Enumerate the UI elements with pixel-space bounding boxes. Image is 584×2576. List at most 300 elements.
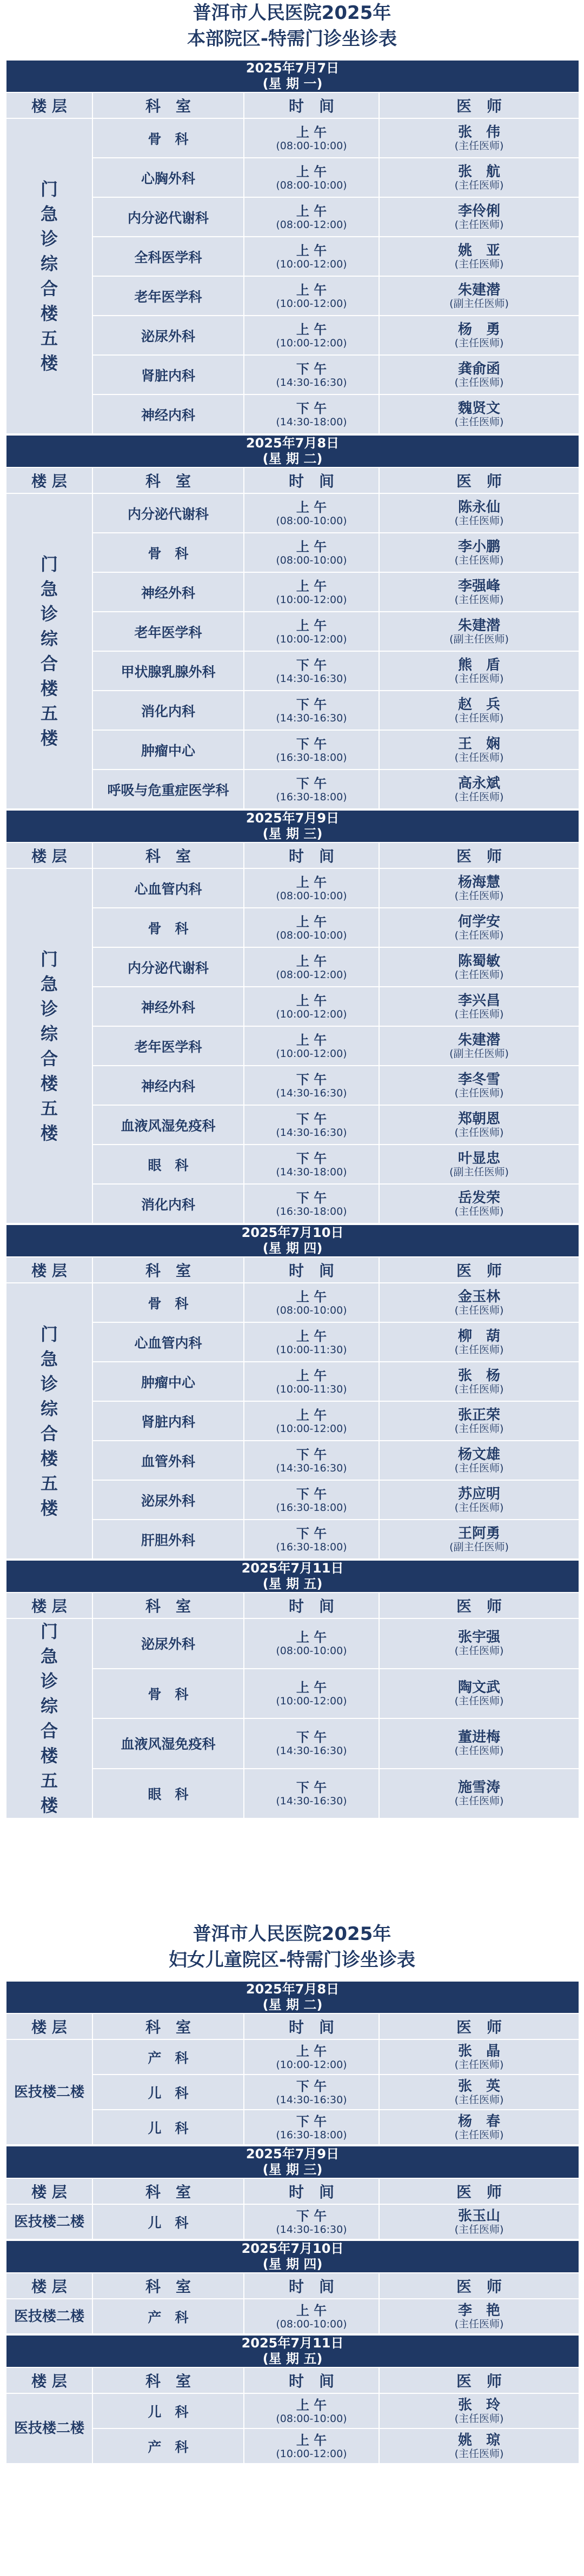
doctor-column-header: 医 师 <box>379 1257 579 1283</box>
department-cell: 骨 科 <box>92 1669 244 1719</box>
department-cell: 神经外科 <box>92 987 244 1026</box>
time-range: (08:00-10:00) <box>276 514 347 527</box>
doctor-name: 金玉林 <box>458 1288 501 1305</box>
department-cell: 肿瘤中心 <box>92 730 244 770</box>
column-header-row <box>6 467 579 493</box>
doctor-column-header: 医 师 <box>379 842 579 868</box>
doctor-title: (主任医师) <box>454 337 504 349</box>
doctor-cell <box>379 2075 579 2110</box>
table-row <box>6 1283 579 1322</box>
doctor-cell <box>379 908 579 947</box>
time-period: 下 午 <box>296 2078 327 2094</box>
time-period: 下 午 <box>296 1779 327 1795</box>
time-range: (10:00-12:00) <box>276 337 347 349</box>
time-cell <box>244 533 379 572</box>
schedule-weekday: (星 期 五) <box>262 1576 323 1591</box>
doctor-cell <box>379 770 579 809</box>
time-cell <box>244 908 379 947</box>
doctor-cell <box>379 651 579 691</box>
time-cell <box>244 1105 379 1145</box>
doctor-cell <box>379 868 579 908</box>
department-cell: 全科医学科 <box>92 237 244 276</box>
doctor-title: (副主任医师) <box>449 1541 509 1553</box>
doctor-column-header: 医 师 <box>379 467 579 493</box>
time-cell <box>244 651 379 691</box>
table-row <box>6 2039 579 2075</box>
doctor-cell <box>379 2110 579 2145</box>
date-header-row <box>6 810 579 842</box>
time-cell <box>244 2204 379 2239</box>
column-header-row <box>6 2178 579 2204</box>
time-period: 上 午 <box>296 124 327 140</box>
doctor-name: 龚俞函 <box>458 360 501 377</box>
date-cell <box>6 810 579 842</box>
time-range: (10:00-11:30) <box>276 1383 347 1395</box>
doctor-name: 高永斌 <box>458 775 501 792</box>
date-header-row <box>6 2240 579 2273</box>
time-cell <box>244 572 379 612</box>
doctor-cell <box>379 1480 579 1520</box>
time-range: (10:00-12:00) <box>276 633 347 645</box>
floor-label: 门急诊综合楼五楼 <box>40 948 58 1143</box>
time-period: 上 午 <box>296 874 327 890</box>
doctor-title: (主任医师) <box>454 1745 504 1757</box>
date-cell <box>6 1560 579 1593</box>
time-cell <box>244 2110 379 2145</box>
department-column-header: 科 室 <box>92 92 244 118</box>
doctor-name: 陶文武 <box>458 1679 501 1696</box>
time-range: (16:30-18:00) <box>276 1541 347 1553</box>
floor-cell <box>6 2299 92 2334</box>
day-schedule-table <box>5 59 580 434</box>
date-cell <box>6 2335 579 2367</box>
doctor-name: 陈蜀敏 <box>458 953 501 969</box>
doctor-name: 张 伟 <box>458 124 501 140</box>
department-column-header: 科 室 <box>92 467 244 493</box>
column-header-row <box>6 2367 579 2393</box>
time-cell <box>244 1718 379 1769</box>
doctor-cell <box>379 730 579 770</box>
time-period: 上 午 <box>296 1630 327 1645</box>
time-cell <box>244 2393 379 2428</box>
date-header-row <box>6 2335 579 2367</box>
day-schedule-table <box>5 434 580 809</box>
time-cell <box>244 1362 379 1401</box>
doctor-title: (主任医师) <box>454 139 504 152</box>
doctor-cell <box>379 987 579 1026</box>
doctor-cell <box>379 947 579 987</box>
department-cell: 泌尿外科 <box>92 316 244 355</box>
time-period: 上 午 <box>296 618 327 633</box>
time-range: (08:00-10:00) <box>276 554 347 566</box>
time-period: 下 午 <box>296 1447 327 1462</box>
doctor-title: (主任医师) <box>454 416 504 428</box>
schedule-days <box>5 59 579 1819</box>
doctor-cell <box>379 493 579 533</box>
department-column-header: 科 室 <box>92 1593 244 1618</box>
time-column-header: 时 间 <box>244 92 379 118</box>
doctor-cell <box>379 1145 579 1184</box>
schedule-days <box>5 1980 579 2464</box>
time-range: (08:00-12:00) <box>276 968 347 981</box>
time-cell <box>244 2075 379 2110</box>
day-schedule-table <box>5 1980 580 2145</box>
table-row <box>6 493 579 533</box>
time-period: 上 午 <box>296 1032 327 1048</box>
time-period: 上 午 <box>296 282 327 298</box>
column-header-row <box>6 92 579 118</box>
time-cell <box>244 987 379 1026</box>
time-range: (10:00-12:00) <box>276 258 347 270</box>
doctor-cell <box>379 118 579 158</box>
doctor-cell <box>379 2039 579 2075</box>
time-period: 上 午 <box>296 322 327 337</box>
time-cell <box>244 2039 379 2075</box>
time-cell <box>244 355 379 394</box>
time-period: 上 午 <box>296 1407 327 1423</box>
department-cell: 心血管内科 <box>92 1322 244 1362</box>
department-cell: 呼吸与危重症医学科 <box>92 770 244 809</box>
floor-cell <box>6 493 92 809</box>
time-cell <box>244 1145 379 1184</box>
time-range: (14:30-16:30) <box>276 2223 347 2236</box>
time-period: 上 午 <box>296 1289 327 1304</box>
time-column-header: 时 间 <box>244 2178 379 2204</box>
schedule-weekday: (星 期 四) <box>262 2257 323 2272</box>
floor-label: 门急诊综合楼五楼 <box>40 1621 58 1816</box>
floor-cell <box>6 1618 92 1818</box>
section-title: 普洱市人民医院2025年 <box>193 1923 391 1945</box>
department-cell: 消化内科 <box>92 691 244 730</box>
time-range: (14:30-16:30) <box>276 1795 347 1807</box>
doctor-title: (主任医师) <box>454 1304 504 1316</box>
doctor-cell <box>379 1026 579 1066</box>
department-cell: 肾脏内科 <box>92 355 244 394</box>
doctor-title: (主任医师) <box>454 889 504 902</box>
date-header-row <box>6 1225 579 1257</box>
time-cell <box>244 691 379 730</box>
time-range: (08:00-10:00) <box>276 2318 347 2330</box>
doctor-title: (主任医师) <box>454 2093 504 2106</box>
department-cell: 泌尿外科 <box>92 1618 244 1669</box>
doctor-cell <box>379 316 579 355</box>
table-row <box>6 118 579 158</box>
doctor-cell <box>379 1362 579 1401</box>
doctor-name: 叶显忠 <box>458 1150 501 1167</box>
doctor-name: 李伶俐 <box>458 203 501 219</box>
time-period: 下 午 <box>296 2208 327 2224</box>
time-period: 上 午 <box>296 203 327 219</box>
floor-label: 医技楼二楼 <box>14 2420 84 2437</box>
women-children-campus-section <box>5 1921 579 2464</box>
department-cell: 产 科 <box>92 2039 244 2075</box>
time-cell <box>244 1480 379 1520</box>
date-header-row <box>6 1560 579 1593</box>
time-period: 下 午 <box>296 1730 327 1745</box>
doctor-cell <box>379 1441 579 1480</box>
time-period: 下 午 <box>296 1072 327 1087</box>
time-cell <box>244 868 379 908</box>
time-period: 下 午 <box>296 1525 327 1541</box>
floor-cell <box>6 2393 92 2464</box>
schedule-date: 2025年7月9日 <box>245 811 340 826</box>
department-cell: 血管外科 <box>92 1441 244 1480</box>
doctor-name: 施雪涛 <box>458 1779 501 1796</box>
floor-column-header: 楼 层 <box>6 2178 92 2204</box>
department-cell: 老年医学科 <box>92 1026 244 1066</box>
doctor-cell <box>379 612 579 651</box>
floor-label: 医技楼二楼 <box>14 2213 84 2230</box>
doctor-title: (主任医师) <box>454 1695 504 1707</box>
floor-label: 医技楼二楼 <box>14 2084 84 2100</box>
time-period: 上 午 <box>296 2303 327 2318</box>
time-range: (08:00-10:00) <box>276 1645 347 1657</box>
time-period: 上 午 <box>296 1328 327 1344</box>
doctor-name: 张 晶 <box>458 2043 501 2059</box>
floor-cell <box>6 2204 92 2239</box>
time-column-header: 时 间 <box>244 2013 379 2039</box>
time-period: 上 午 <box>296 1368 327 1383</box>
time-range: (10:00-12:00) <box>276 1422 347 1435</box>
time-range: (08:00-10:00) <box>276 889 347 902</box>
time-column-header: 时 间 <box>244 2367 379 2393</box>
time-cell <box>244 770 379 809</box>
time-range: (16:30-18:00) <box>276 791 347 803</box>
doctor-name: 苏应明 <box>458 1486 501 1502</box>
date-cell <box>6 2240 579 2273</box>
doctor-name: 魏贤文 <box>458 400 501 417</box>
time-cell <box>244 1066 379 1105</box>
doctor-column-header: 医 师 <box>379 2178 579 2204</box>
schedule-weekday: (星 期 一) <box>262 76 323 91</box>
department-cell: 儿 科 <box>92 2075 244 2110</box>
doctor-name: 董进梅 <box>458 1729 501 1746</box>
doctor-title: (主任医师) <box>454 218 504 231</box>
doctor-name: 姚 琼 <box>458 2432 501 2448</box>
doctor-name: 杨 春 <box>458 2113 501 2130</box>
doctor-title: (主任医师) <box>454 968 504 981</box>
doctor-title: (主任医师) <box>454 712 504 724</box>
time-range: (08:00-10:00) <box>276 139 347 152</box>
doctor-title: (主任医师) <box>454 1795 504 1807</box>
column-header-row <box>6 1257 579 1283</box>
doctor-name: 杨海慧 <box>458 874 501 891</box>
time-cell <box>244 493 379 533</box>
doctor-name: 李强峰 <box>458 578 501 594</box>
time-range: (10:00-12:00) <box>276 2447 347 2460</box>
doctor-cell <box>379 237 579 276</box>
department-cell: 产 科 <box>92 2299 244 2334</box>
time-period: 上 午 <box>296 164 327 179</box>
schedule-date: 2025年7月10日 <box>241 2241 344 2256</box>
date-header-row <box>6 1981 579 2013</box>
doctor-cell <box>379 1283 579 1322</box>
time-cell <box>244 1520 379 1559</box>
main-campus-section <box>5 0 579 1819</box>
schedule-date: 2025年7月8日 <box>245 436 340 451</box>
time-range: (14:30-18:00) <box>276 416 347 428</box>
time-cell <box>244 612 379 651</box>
doctor-name: 朱建潜 <box>458 1032 501 1048</box>
department-cell: 内分泌代谢科 <box>92 197 244 237</box>
date-cell <box>6 60 579 92</box>
section-titles <box>5 0 579 59</box>
department-cell: 眼 科 <box>92 1145 244 1184</box>
department-cell: 肾脏内科 <box>92 1401 244 1441</box>
department-cell: 骨 科 <box>92 118 244 158</box>
table-row <box>6 1618 579 1669</box>
floor-column-header: 楼 层 <box>6 1593 92 1618</box>
time-range: (10:00-12:00) <box>276 2058 347 2071</box>
time-period: 上 午 <box>296 914 327 929</box>
date-header-row <box>6 60 579 92</box>
time-cell <box>244 947 379 987</box>
doctor-name: 张玉山 <box>458 2207 501 2224</box>
doctor-title: (主任医师) <box>454 672 504 685</box>
section-subtitle: 本部院区-特需门诊坐诊表 <box>187 28 397 50</box>
department-cell: 肿瘤中心 <box>92 1362 244 1401</box>
day-schedule-table <box>5 1560 580 1819</box>
time-period: 上 午 <box>296 2043 327 2059</box>
doctor-cell <box>379 2393 579 2428</box>
floor-column-header: 楼 层 <box>6 1257 92 1283</box>
doctor-name: 王 娴 <box>458 735 501 752</box>
time-period: 下 午 <box>296 657 327 673</box>
department-cell: 儿 科 <box>92 2204 244 2239</box>
day-schedule-table <box>5 2334 580 2464</box>
department-cell: 儿 科 <box>92 2393 244 2428</box>
time-cell <box>244 1283 379 1322</box>
date-header-row <box>6 2146 579 2178</box>
column-header-row <box>6 842 579 868</box>
time-period: 上 午 <box>296 499 327 515</box>
department-cell: 产 科 <box>92 2428 244 2464</box>
doctor-title: (主任医师) <box>454 2318 504 2330</box>
doctor-name: 李 艳 <box>458 2302 501 2319</box>
time-cell <box>244 730 379 770</box>
time-period: 下 午 <box>296 400 327 416</box>
time-cell <box>244 118 379 158</box>
doctor-title: (主任医师) <box>454 751 504 764</box>
date-cell <box>6 1225 579 1257</box>
doctor-name: 王阿勇 <box>458 1525 501 1542</box>
time-range: (10:00-12:00) <box>276 1047 347 1060</box>
doctor-column-header: 医 师 <box>379 92 579 118</box>
time-cell <box>244 237 379 276</box>
department-column-header: 科 室 <box>92 2273 244 2299</box>
doctor-title: (副主任医师) <box>449 297 509 310</box>
doctor-title: (主任医师) <box>454 1126 504 1139</box>
schedule-weekday: (星 期 二) <box>262 451 323 466</box>
time-range: (10:00-12:00) <box>276 1008 347 1020</box>
doctor-title: (主任医师) <box>454 1462 504 1474</box>
time-cell <box>244 158 379 197</box>
floor-column-header: 楼 层 <box>6 842 92 868</box>
time-period: 下 午 <box>296 736 327 752</box>
time-period: 上 午 <box>296 1680 327 1695</box>
doctor-cell <box>379 691 579 730</box>
department-cell: 神经内科 <box>92 394 244 434</box>
date-cell <box>6 435 579 467</box>
time-range: (16:30-18:00) <box>276 2129 347 2141</box>
doctor-cell <box>379 2204 579 2239</box>
doctor-cell <box>379 1066 579 1105</box>
section-subtitle: 妇女儿童院区-特需门诊坐诊表 <box>168 1949 416 1971</box>
doctor-title: (主任医师) <box>454 1645 504 1657</box>
department-cell: 内分泌代谢科 <box>92 947 244 987</box>
doctor-cell <box>379 158 579 197</box>
time-cell <box>244 1026 379 1066</box>
time-range: (14:30-16:30) <box>276 1126 347 1139</box>
doctor-name: 郑朝恩 <box>458 1110 501 1127</box>
doctor-cell <box>379 1669 579 1719</box>
schedule-weekday: (星 期 二) <box>262 1997 323 2012</box>
doctor-title: (主任医师) <box>454 1008 504 1020</box>
department-cell: 心胸外科 <box>92 158 244 197</box>
doctor-title: (主任医师) <box>454 1087 504 1099</box>
doctor-title: (副主任医师) <box>449 1166 509 1178</box>
time-range: (10:00-12:00) <box>276 1695 347 1707</box>
doctor-cell <box>379 1105 579 1145</box>
doctor-title: (主任医师) <box>454 514 504 527</box>
floor-column-header: 楼 层 <box>6 2367 92 2393</box>
doctor-name: 杨文雄 <box>458 1446 501 1463</box>
doctor-column-header: 医 师 <box>379 2013 579 2039</box>
column-header-row <box>6 1593 579 1618</box>
time-cell <box>244 1618 379 1669</box>
doctor-cell <box>379 276 579 316</box>
time-period: 下 午 <box>296 775 327 791</box>
doctor-name: 朱建潜 <box>458 617 501 634</box>
doctor-cell <box>379 572 579 612</box>
doctor-title: (副主任医师) <box>449 633 509 645</box>
doctor-title: (主任医师) <box>454 2223 504 2236</box>
doctor-name: 赵 兵 <box>458 696 501 713</box>
floor-label: 门急诊综合楼五楼 <box>40 554 58 748</box>
department-cell: 骨 科 <box>92 908 244 947</box>
section-titles <box>5 1921 579 1980</box>
time-range: (14:30-16:30) <box>276 1745 347 1757</box>
department-cell: 老年医学科 <box>92 276 244 316</box>
time-range: (10:00-12:00) <box>276 593 347 606</box>
department-cell: 神经内科 <box>92 1066 244 1105</box>
doctor-title: (主任医师) <box>454 2412 504 2425</box>
doctor-cell <box>379 1184 579 1223</box>
doctor-name: 张 玲 <box>458 2397 501 2413</box>
floor-column-header: 楼 层 <box>6 2013 92 2039</box>
floor-column-header: 楼 层 <box>6 467 92 493</box>
department-column-header: 科 室 <box>92 2178 244 2204</box>
doctor-cell <box>379 1618 579 1669</box>
day-schedule-table <box>5 1224 580 1560</box>
department-column-header: 科 室 <box>92 2367 244 2393</box>
time-range: (14:30-16:30) <box>276 376 347 389</box>
time-period: 上 午 <box>296 2432 327 2448</box>
doctor-title: (主任医师) <box>454 1343 504 1356</box>
floor-column-header: 楼 层 <box>6 2273 92 2299</box>
doctor-column-header: 医 师 <box>379 1593 579 1618</box>
department-cell: 老年医学科 <box>92 612 244 651</box>
time-range: (16:30-18:00) <box>276 1205 347 1217</box>
time-period: 下 午 <box>296 1486 327 1502</box>
time-period: 上 午 <box>296 243 327 258</box>
floor-cell <box>6 118 92 434</box>
time-range: (16:30-18:00) <box>276 751 347 764</box>
time-period: 下 午 <box>296 2113 327 2129</box>
time-range: (14:30-16:30) <box>276 672 347 685</box>
doctor-cell <box>379 197 579 237</box>
department-cell: 骨 科 <box>92 533 244 572</box>
